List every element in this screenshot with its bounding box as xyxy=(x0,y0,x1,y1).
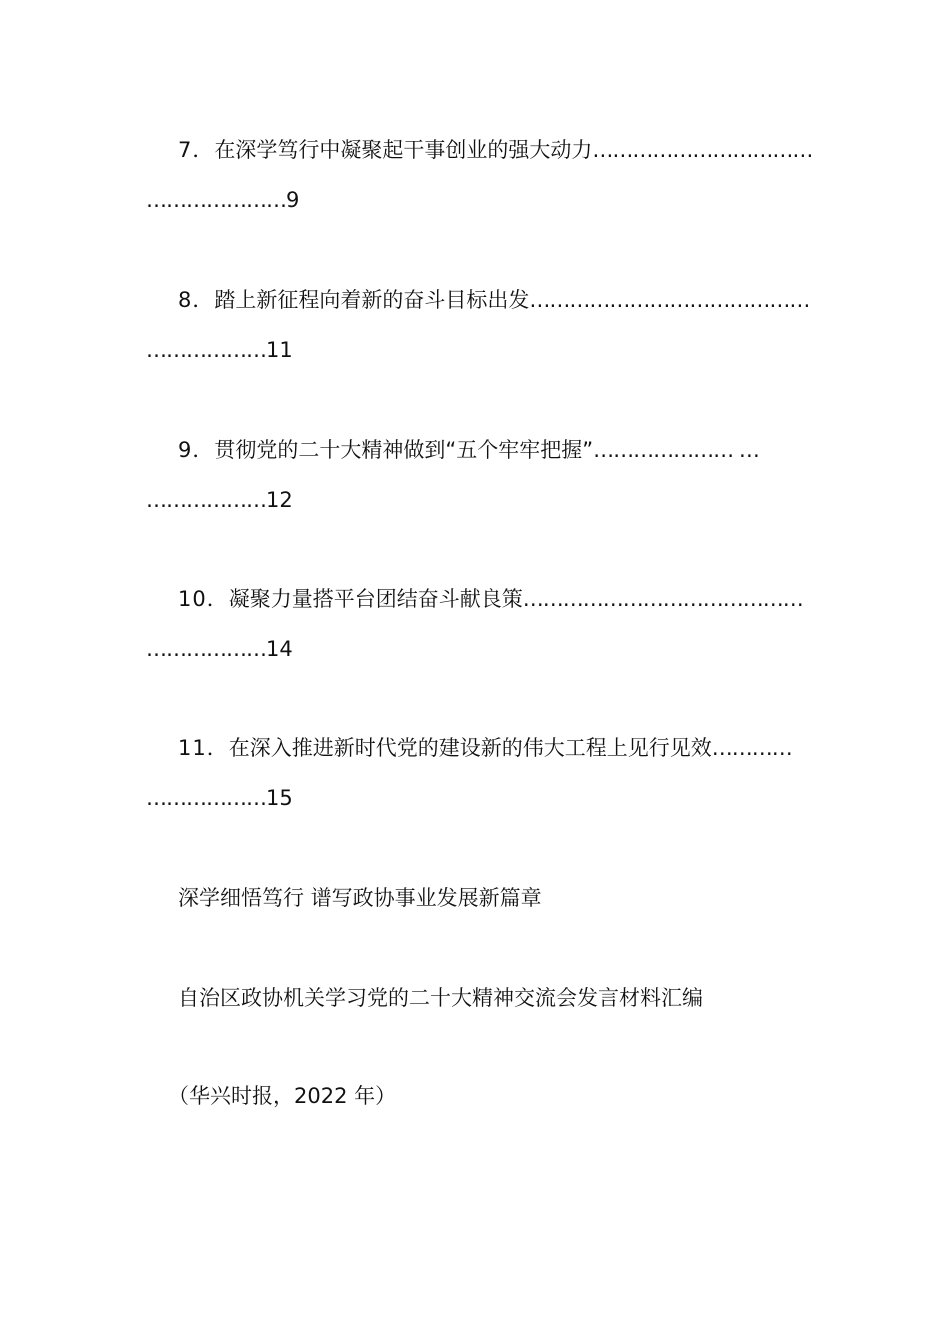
toc-entry-number: 7． xyxy=(178,138,215,162)
toc-page-number: 9 xyxy=(286,188,300,212)
source-note: （华兴时报，2022 年） xyxy=(168,1084,397,1108)
toc-entry-number: 11． xyxy=(178,736,229,760)
toc-page-number: 12 xyxy=(266,488,293,512)
toc-entry-title: 在深入推进新时代党的建设新的伟大工程上见行见效 xyxy=(228,736,712,760)
toc-entry-11[interactable] xyxy=(146,733,836,813)
toc-leader-dots: ……………… xyxy=(146,637,266,661)
toc-leader-dots: ……………… xyxy=(146,338,266,362)
toc-entry-line xyxy=(146,285,836,315)
toc-entry-10[interactable] xyxy=(146,584,836,664)
toc-entry-line xyxy=(146,733,836,763)
toc-entry-title: 踏上新征程向着新的奋斗目标出发 xyxy=(214,288,530,312)
toc-entry-line xyxy=(146,584,836,614)
toc-leader-dots: …………………………………… xyxy=(522,587,803,611)
toc-page-number: 14 xyxy=(266,637,293,661)
toc-entry-line xyxy=(146,135,836,165)
toc-entry-8[interactable] xyxy=(146,285,836,365)
toc-leader-dots: ………… xyxy=(711,736,792,760)
toc-leader-dots: ………………… … xyxy=(593,438,759,462)
section-heading: 深学细悟笃行 谱写政协事业发展新篇章 xyxy=(178,886,542,910)
toc-entry-title: 凝聚力量搭平台团结奋斗献良策 xyxy=(228,587,523,611)
toc-entry-continuation xyxy=(146,335,836,365)
section-subtitle: 自治区政协机关学习党的二十大精神交流会发言材料汇编 xyxy=(178,986,703,1010)
toc-entry-number: 8． xyxy=(178,288,215,312)
toc-entry-title: 在深学笃行中凝聚起干事创业的强大动力 xyxy=(214,138,593,162)
toc-leader-dots: ……………… xyxy=(146,786,266,810)
toc-entry-9[interactable] xyxy=(146,435,836,515)
toc-page-number: 11 xyxy=(266,338,293,362)
toc-leader-dots: ………………… xyxy=(146,188,286,212)
toc-entry-number: 10． xyxy=(178,587,229,611)
toc-entry-continuation xyxy=(146,634,836,664)
toc-entry-number: 9． xyxy=(178,438,215,462)
toc-entry-line xyxy=(146,435,836,465)
toc-leader-dots: …………………………………… xyxy=(529,288,810,312)
toc-leader-dots: …………………………… xyxy=(592,138,813,162)
toc-page-number: 15 xyxy=(266,786,293,810)
toc-entry-continuation xyxy=(146,783,836,813)
toc-entry-7[interactable] xyxy=(146,135,836,215)
toc-leader-dots: ……………… xyxy=(146,488,266,512)
toc-entry-title: 贯彻党的二十大精神做到“五个牢牢把握” xyxy=(214,438,594,462)
toc-entry-continuation xyxy=(146,485,836,515)
toc-entry-continuation xyxy=(146,185,836,215)
